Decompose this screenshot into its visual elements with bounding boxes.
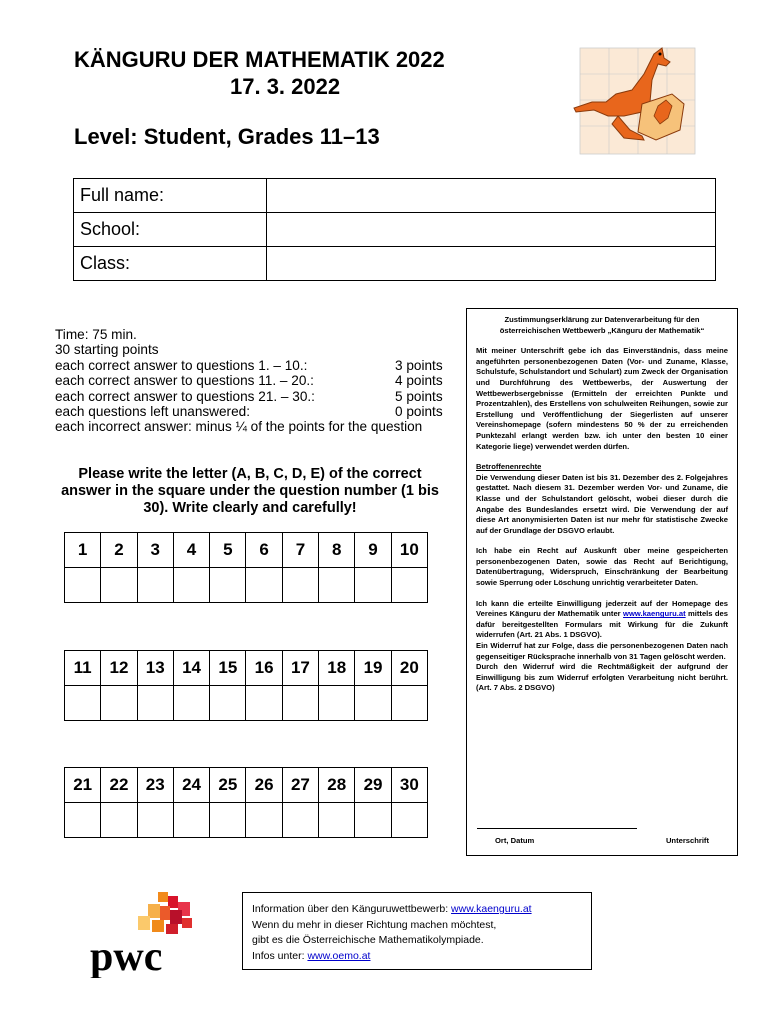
scoring-points: 3 points (395, 357, 443, 373)
incorrect-penalty: each incorrect answer: minus ¼ of the points for the question (55, 419, 423, 435)
signature-line (477, 828, 637, 829)
full-name-label: Full name: (74, 179, 267, 213)
info-line: gibt es die Österreichische Mathematikolympiade. (252, 934, 484, 946)
question-number-20: 20 (391, 651, 427, 686)
answer-box-4[interactable] (173, 568, 209, 603)
answer-box-23[interactable] (137, 803, 173, 838)
question-number-24: 24 (173, 768, 209, 803)
answer-grid-21-30 (64, 767, 428, 838)
answer-row (65, 686, 428, 721)
answer-box-25[interactable] (210, 803, 246, 838)
question-number-4: 4 (173, 533, 209, 568)
answer-box-19[interactable] (355, 686, 391, 721)
question-number-23: 23 (137, 768, 173, 803)
consent-paragraph (476, 599, 728, 641)
question-number-1: 1 (65, 533, 101, 568)
scoring-rules (55, 327, 445, 435)
answer-box-12[interactable] (101, 686, 137, 721)
question-number-21: 21 (65, 768, 101, 803)
answer-box-5[interactable] (210, 568, 246, 603)
info-text: Information über den Känguruwettbewerb: (252, 903, 449, 915)
answer-box-16[interactable] (246, 686, 282, 721)
consent-text: mittels des dafür bereitgestellten Formulars mit Wirkung für die Zukunft widerrufen (Art. 21 Abs. 1 DSGVO). (476, 609, 728, 640)
question-number-9: 9 (355, 533, 391, 568)
oemo-website-link[interactable]: www.oemo.at (307, 949, 371, 962)
class-field[interactable] (267, 247, 716, 281)
school-label: School: (74, 213, 267, 247)
answer-box-20[interactable] (391, 686, 427, 721)
answer-box-10[interactable] (391, 568, 427, 603)
info-line: Wenn du mehr in dieser Richtung machen möchtest, (252, 918, 497, 931)
signature-label: Unterschrift (665, 836, 709, 846)
question-number-22: 22 (101, 768, 137, 803)
level-heading: Level: Student, Grades 11–13 (74, 124, 380, 149)
question-number-14: 14 (173, 651, 209, 686)
answer-grid-11-20 (64, 650, 428, 721)
question-number-13: 13 (137, 651, 173, 686)
question-number-10: 10 (391, 533, 427, 568)
answer-row (65, 803, 428, 838)
answer-grid-1-10 (64, 532, 428, 603)
scoring-points: 4 points (395, 373, 443, 389)
answer-box-18[interactable] (319, 686, 355, 721)
kangaroo-logo (572, 44, 697, 156)
consent-title: Zustimmungserklärung zur Datenverarbeitung für den österreichischen Wettbewerb „Känguru der Mathematik“ (499, 315, 705, 335)
contest-title: KÄNGURU DER MATHEMATIK 2022 (74, 47, 445, 72)
question-number-28: 28 (319, 768, 355, 803)
contest-date: 17. 3. 2022 (230, 74, 341, 99)
question-number-row (65, 768, 428, 803)
scoring-text: each correct answer to questions 1. – 10.: (55, 357, 308, 373)
scoring-points: 5 points (395, 388, 443, 404)
scoring-row (55, 404, 445, 419)
question-number-19: 19 (355, 651, 391, 686)
question-number-row (65, 651, 428, 686)
pwc-logo (88, 892, 208, 978)
school-field[interactable] (267, 213, 716, 247)
answer-box-30[interactable] (391, 803, 427, 838)
info-line (252, 902, 582, 918)
question-number-29: 29 (355, 768, 391, 803)
answer-box-3[interactable] (137, 568, 173, 603)
consent-paragraph: Die Verwendung dieser Daten ist bis 31. Dezember des 2. Folgejahres gestattet. Nach diesem 31. Dezember werden Vor- und Zuname, die Klasse und der Schulstandort gelöscht, wobei dieser durch die Angabe des Bundeslandes ersetzt wird. Die Verwendung der auf diese Art anonymisierten Daten ist nur mehr für statistische Zwecke auf der Grundlage der DSGVO erlaubt. (476, 472, 728, 535)
time-limit: Time: 75 min. (55, 327, 137, 342)
scoring-text: each questions left unanswered: (55, 404, 250, 420)
answer-box-24[interactable] (173, 803, 209, 838)
scoring-row (55, 389, 445, 404)
question-number-11: 11 (65, 651, 101, 686)
answer-box-21[interactable] (65, 803, 101, 838)
scoring-text: each correct answer to questions 21. – 30.: (55, 388, 315, 404)
question-number-17: 17 (282, 651, 318, 686)
info-line (252, 949, 582, 965)
question-number-row (65, 533, 428, 568)
consent-paragraph: Durch den Widerruf wird die Rechtmäßigkeit der aufgrund der Einwilligung bis zum Widerruf erfolgten Verarbeitung nicht berührt. (Art. 7 Abs. 2 DSGVO) (476, 662, 728, 693)
consent-paragraph: Ein Widerruf hat zur Folge, dass die personenbezogenen Daten nach gegenseitiger Rücksprache innerhalb von 31 Tagen gelöscht werden. (476, 641, 728, 661)
question-number-30: 30 (391, 768, 427, 803)
question-number-15: 15 (210, 651, 246, 686)
answer-box-26[interactable] (246, 803, 282, 838)
place-date-label: Ort, Datum (495, 836, 535, 846)
question-number-16: 16 (246, 651, 282, 686)
kaenguru-website-link[interactable]: www.kaenguru.at (451, 903, 532, 915)
consent-text: Ich kann die erteilte Einwilligung jederzeit auf der Homepage des Vereines Känguru der Mathematik unter (476, 598, 728, 619)
scoring-text: each correct answer to questions 11. – 20.: (55, 373, 314, 389)
full-name-field[interactable] (267, 179, 716, 213)
question-number-7: 7 (282, 533, 318, 568)
answer-box-27[interactable] (282, 803, 318, 838)
scoring-points: 0 points (395, 404, 443, 420)
answer-row (65, 568, 428, 603)
scoring-row (55, 373, 445, 388)
answer-box-17[interactable] (282, 686, 318, 721)
answer-box-29[interactable] (355, 803, 391, 838)
answer-box-7[interactable] (282, 568, 318, 603)
answer-box-11[interactable] (65, 686, 101, 721)
answer-instruction: Please write the letter (A, B, C, D, E) of the correct answer in the square under the question number (1 bis 30). Write clearly and carefully! (61, 466, 439, 516)
answer-box-28[interactable] (319, 803, 355, 838)
question-number-6: 6 (246, 533, 282, 568)
table-row (74, 179, 716, 213)
question-number-2: 2 (101, 533, 137, 568)
class-label: Class: (74, 247, 267, 281)
question-number-26: 26 (246, 768, 282, 803)
competition-info-box (242, 892, 592, 970)
question-number-25: 25 (210, 768, 246, 803)
pwc-wordmark: pwc (90, 934, 163, 978)
question-number-8: 8 (319, 533, 355, 568)
answer-box-2[interactable] (101, 568, 137, 603)
question-number-27: 27 (282, 768, 318, 803)
question-number-18: 18 (319, 651, 355, 686)
info-text: Infos unter: (252, 949, 305, 962)
answer-box-9[interactable] (355, 568, 391, 603)
kaenguru-link[interactable]: www.kaenguru.at (623, 609, 686, 619)
answer-box-8[interactable] (319, 568, 355, 603)
consent-paragraph: Ich habe ein Recht auf Auskunft über meine gespeicherten personenbezogenen Daten, sowie das Recht auf Berichtigung, Datenübertragung, Widerspruch, Einschränkung der Bearbeitung sowie Sperrung oder Löschung unrichtig verarbeiteter Daten. (476, 546, 728, 588)
consent-paragraph: Mit meiner Unterschrift gebe ich das Einverständnis, dass meine angeführten personenbezogenen Daten (Vor- und Zuname, Klasse, Schulstufe, Schulstandort und Schulart) zum Zweck der Organisation und Durchführung des Wettbewerbs, der Auswertung der Wettbewerbsergebnisse (Ermitteln der erreichten Punkte und Prozentzahlen), des Erstellens von schulweiten Reihungen, sowie zur Erstellung und Veröffentlichung der Siegerlisten auf unserer Vereinshomepage (sofern mindestens 50 % der zu erreichenden Punktezahl erlangt werden bzw. ich unter den besten 10 einer Kategorie liege) verwendet werden dürfen. (476, 346, 728, 451)
answer-box-6[interactable] (246, 568, 282, 603)
question-number-3: 3 (137, 533, 173, 568)
question-number-5: 5 (210, 533, 246, 568)
answer-box-1[interactable] (65, 568, 101, 603)
answer-box-15[interactable] (210, 686, 246, 721)
question-number-12: 12 (101, 651, 137, 686)
data-consent-box (466, 308, 738, 856)
answer-box-13[interactable] (137, 686, 173, 721)
table-row (74, 213, 716, 247)
scoring-row (55, 358, 445, 373)
participant-info-table (73, 178, 716, 281)
answer-box-14[interactable] (173, 686, 209, 721)
rights-heading: Betroffenenrechte (476, 462, 542, 472)
table-row (74, 247, 716, 281)
answer-box-22[interactable] (101, 803, 137, 838)
starting-points: 30 starting points (55, 342, 159, 358)
